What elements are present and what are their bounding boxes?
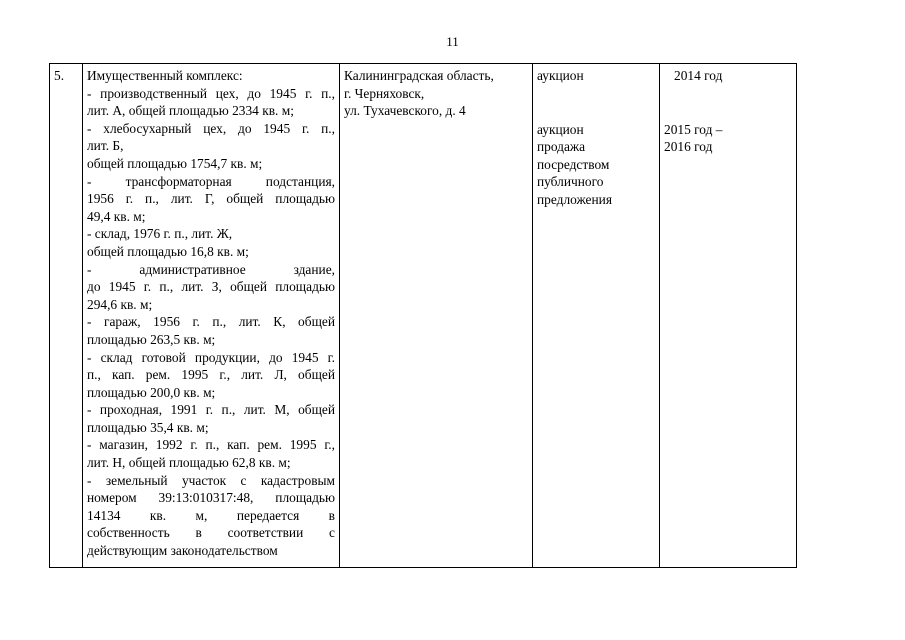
- method-line: публичного: [537, 174, 604, 190]
- method-line: аукцион: [537, 121, 584, 137]
- year-line: 2016 год: [664, 139, 713, 155]
- address-line: г. Черняховск,: [344, 85, 425, 101]
- description-line: площадью 35,4 кв. м;: [87, 419, 209, 435]
- address-line: Калининградская область,: [344, 68, 494, 83]
- description-line: - административное здание,: [87, 261, 335, 277]
- description-line: - хлебосухарный цех, до 1945 г. п.,: [87, 120, 335, 136]
- description-line: 14134 кв. м, передается в: [87, 507, 335, 523]
- description-line: лит. Н, общей площадью 62,8 кв. м;: [87, 455, 291, 471]
- description-line: номером 39:13:010317:48, площадью: [87, 490, 335, 506]
- privatization-method: [533, 64, 660, 568]
- privatization-period: [660, 64, 797, 568]
- table-row: [50, 64, 797, 568]
- description-line: - гараж, 1956 г. п., лит. К, общей: [87, 314, 335, 330]
- description-line: 1956 г. п., лит. Г, общей площадью: [87, 191, 335, 207]
- description-line: до 1945 г. п., лит. З, общей площадью: [87, 279, 335, 295]
- year-line: 2015 год –: [664, 121, 723, 137]
- method-line: аукцион: [537, 68, 584, 83]
- property-address: [340, 64, 533, 568]
- description-line: - магазин, 1992 г. п., кап. рем. 1995 г.,: [87, 437, 335, 453]
- page-number: 11: [446, 34, 459, 49]
- privatization-table: [49, 63, 797, 568]
- description-line: - проходная, 1991 г. п., лит. М, общей: [87, 402, 335, 418]
- description-line: - трансформаторная подстанция,: [87, 173, 335, 189]
- description-line: площадью 263,5 кв. м;: [87, 331, 216, 347]
- row-number: 5.: [50, 64, 83, 568]
- year-line: 2014 год: [674, 68, 723, 83]
- address-line: ул. Тухачевского, д. 4: [344, 103, 466, 119]
- property-description: [83, 64, 340, 568]
- method-line: предложения: [537, 191, 612, 207]
- description-line: общей площадью 1754,7 кв. м;: [87, 155, 263, 171]
- description-line: - земельный участок с кадастровым: [87, 472, 335, 488]
- description-line: Имущественный комплекс:: [87, 68, 243, 83]
- description-line: п., кап. рем. 1995 г., лит. Л, общей: [87, 367, 335, 383]
- description-line: - производственный цех, до 1945 г. п.,: [87, 85, 335, 101]
- description-line: действующим законодательством: [87, 543, 278, 559]
- method-line: посредством: [537, 156, 610, 172]
- description-line: 49,4 кв. м;: [87, 208, 146, 224]
- description-line: - склад, 1976 г. п., лит. Ж,: [87, 226, 233, 242]
- description-line: общей площадью 16,8 кв. м;: [87, 243, 249, 259]
- description-line: - склад готовой продукции, до 1945 г.: [87, 349, 335, 365]
- description-line: площадью 200,0 кв. м;: [87, 384, 216, 400]
- description-line: 294,6 кв. м;: [87, 296, 153, 312]
- method-line: продажа: [537, 139, 586, 155]
- description-line: лит. А, общей площадью 2334 кв. м;: [87, 103, 294, 119]
- description-line: собственность в соответствии с: [87, 525, 335, 541]
- description-line: лит. Б,: [87, 138, 124, 154]
